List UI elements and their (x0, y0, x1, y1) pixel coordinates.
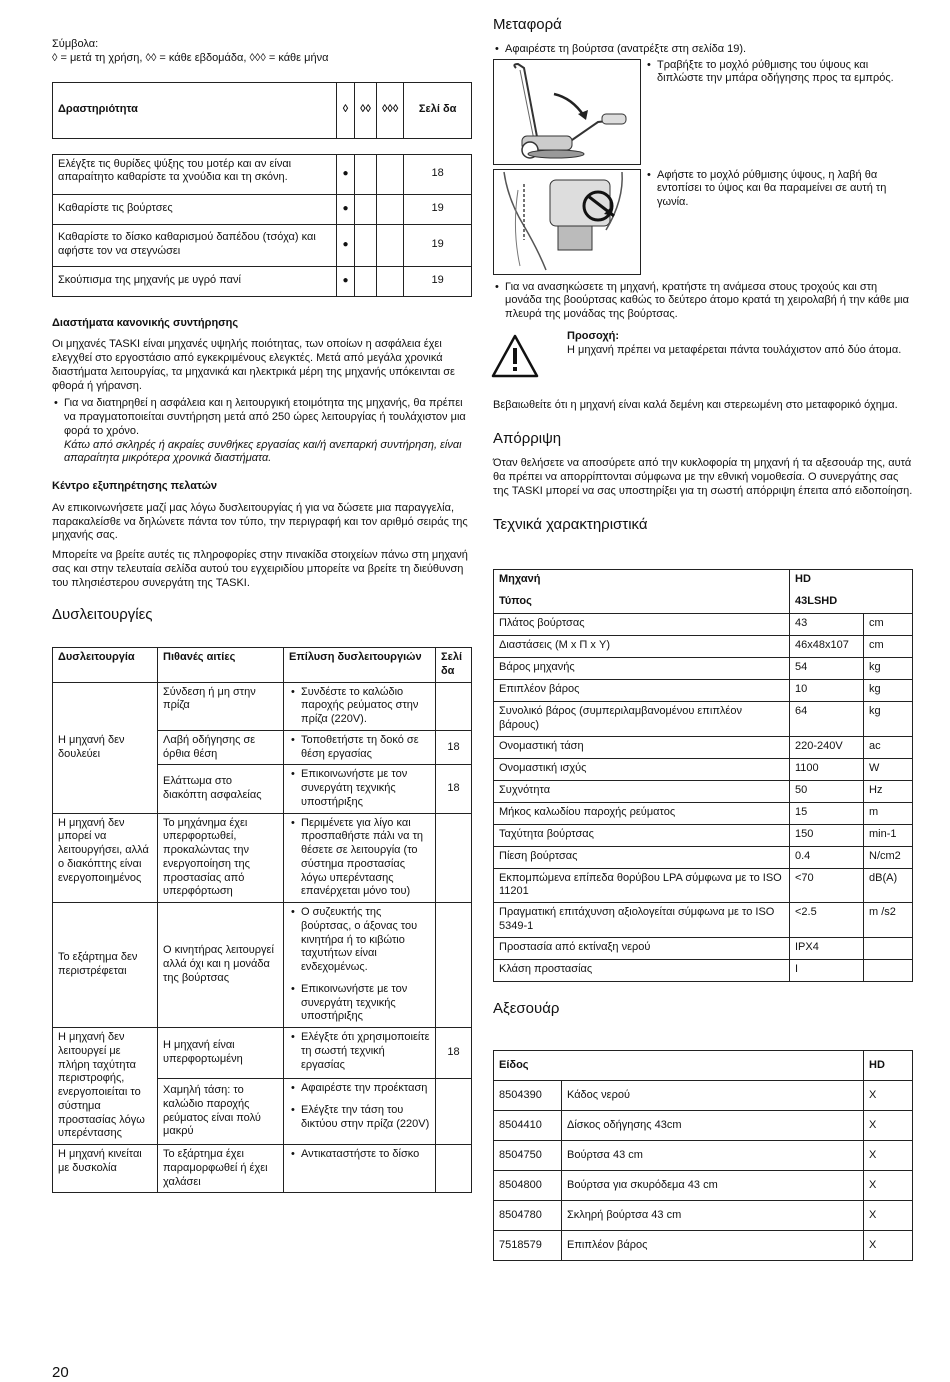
spec-label: Ονομαστική ισχύς (494, 758, 790, 780)
accessory-row (494, 1081, 913, 1111)
spec-unit: m (864, 802, 913, 824)
header-page: Σελί δα (436, 648, 472, 683)
fault-fix: • Συνδέστε το καλώδιο παροχής ρεύματος στην πρίζα (220V). (289, 686, 430, 727)
accessory-item-hd: X (864, 1111, 913, 1141)
transport-bullet-4: • Για να ανασηκώσετε τη μηχανή, κρατήστε τη ανάμεσα στους τροχούς και στη μονάδα της βοούρτσας καθώς το δεύτερο άτομο κρατά τη χειρολαβή ή την κάθε μια πλευρά της μονάδας της βούρτσας. (493, 281, 913, 322)
spec-row (494, 824, 913, 846)
spec-unit: kg (864, 658, 913, 680)
spec-row (494, 846, 913, 868)
regular-maintenance-heading: Διαστήματα κανονικής συντήρησης (52, 316, 239, 329)
fault-problem: Η μηχανή δεν λειτουργεί με πλήρη ταχύτητα περιστροφής, ενεργοποιείται το σύστημα προστασίας λόγω υπερέντασης (53, 1028, 158, 1145)
fault-fix: • Ελέγξτε την τάση του δικτύου στην πρίζα (220V) (289, 1104, 430, 1132)
spec-label: Μήκος καλωδίου παροχής ρεύματος (494, 802, 790, 824)
spec-value: 150 (790, 824, 864, 846)
accessory-item-description: Βούρτσα για σκυρόδεμα 43 cm (562, 1171, 864, 1201)
after-use-mark: ● (337, 224, 355, 266)
fault-problem: Η μηχανή δεν δουλεύει (53, 682, 158, 813)
fault-cause: Ο κινητήρας λειτουργεί αλλά όχι και η μονάδα της βούρτσας (158, 903, 284, 1028)
spec-unit: cm (864, 636, 913, 658)
spec-label: Πραγματική επιτάχυνση αξιολογείται σύμφωνα με το ISO 5349-1 (494, 903, 790, 938)
table-row (53, 1028, 472, 1079)
warning-icon (493, 330, 567, 383)
spec-value: 46x48x107 (790, 636, 864, 658)
page-ref: 19 (404, 266, 472, 296)
disposal-text: Όταν θελήσετε να αποσύρετε από την κυκλοφορία τη μηχανή ή τα αξεσουάρ της, αυτά θα πρέπει να απορρίπτονται σύμφωνα με την εθνική νομοθεσία. Ο συνεργάτης σας της TASKI μπορεί να σας υποστηρίξει για τη σωστή απόρριψη έπειτα από ειδοποίηση. (493, 457, 913, 497)
fault-fix: • Τοποθετήστε τη δοκό σε θέση εργασίας (289, 734, 430, 762)
accessory-row (494, 1111, 913, 1141)
caution-title: Προσοχή: (567, 329, 620, 342)
spec-label: Συνολικό βάρος (συμπεριλαμβανομένου επιπλέον βάρους) (494, 702, 790, 737)
spec-value: 1100 (790, 758, 864, 780)
symbols-legend: ◊ = μετά τη χρήση, ◊◊ = κάθε εβδομάδα, ◊◊◊ = κάθε μήνα (52, 51, 329, 64)
spec-unit: W (864, 758, 913, 780)
header-after-use: ◊ (337, 82, 355, 138)
spec-row (494, 780, 913, 802)
fault-fix: • Επικοινωνήστε με τον συνεργάτη τεχνικής υποστήριξης (289, 983, 430, 1024)
spec-type-value: 43LSHD (790, 592, 864, 614)
accessory-item-hd: X (864, 1231, 913, 1261)
transport-bullet-1: • Αφαιρέστε τη βούρτσα (ανατρέξτε στη σελίδα 19). (493, 43, 913, 57)
page-ref: 18 (404, 154, 472, 194)
specs-title: Τεχνικά χαρακτηριστικά (493, 516, 648, 534)
accessory-item-hd: X (864, 1081, 913, 1111)
accessory-item-hd: X (864, 1171, 913, 1201)
caution-text: Η μηχανή πρέπει να μεταφέρεται πάντα τουλάχιστον από δύο άτομα. (567, 343, 902, 356)
fault-problem: Η μηχανή κινείται με δυσκολία (53, 1145, 158, 1193)
spec-label: Συχνότητα (494, 780, 790, 802)
fault-cause: Το μηχάνημα έχει υπερφορτωθεί, προκαλώντας την ενεργοποίηση της προστασίας από υπερφόρτωση (158, 813, 284, 903)
regular-maintenance-paragraph: Οι μηχανές TASKI είναι μηχανές υψηλής ποιότητας, των οποίων η ασφάλεια έχει ελεγχθεί στο εργοστάσιο από εγκεκριμένους ελεγκτές. Μετά από μεγάλα χρονικά διαστήματα λειτουργίας, τα μηχανικά και ηλεκτρικά μέρη της μηχανής υπόκεινται σε φθορά ή γήρανση. (52, 338, 455, 392)
fault-cause: Λαβή οδήγησης σε όρθια θέση (158, 730, 284, 765)
fault-fix: • Αντικαταστήστε το δίσκο (289, 1148, 430, 1162)
after-use-mark: ● (337, 154, 355, 194)
faults-table (52, 647, 472, 1193)
accessory-item-description: Σκληρή βούρτσα 43 cm (562, 1201, 864, 1231)
accessory-item-number: 8504390 (494, 1081, 562, 1111)
page-number: 20 (52, 1364, 69, 1381)
service-center-heading: Κέντρο εξυπηρέτησης πελατών (52, 480, 217, 492)
spec-label: Ταχύτητα βούρτσας (494, 824, 790, 846)
spec-label: Ονομαστική τάση (494, 736, 790, 758)
page-ref (436, 1145, 472, 1193)
accessory-item-description: Κάδος νερού (562, 1081, 864, 1111)
accessory-item-description: Δίσκος οδήγησης 43cm (562, 1111, 864, 1141)
table-row (53, 903, 472, 1028)
accessory-item-number: 8504410 (494, 1111, 562, 1141)
table-row (53, 813, 472, 903)
fault-cause: Σύνδεση ή μη στην πρίζα (158, 682, 284, 730)
spec-label: Πίεση βούρτσας (494, 846, 790, 868)
spec-unit: Hz (864, 780, 913, 802)
accessory-row (494, 1231, 913, 1261)
spec-unit: N/cm2 (864, 846, 913, 868)
spec-row (494, 636, 913, 658)
spec-row (494, 680, 913, 702)
spec-unit: cm (864, 614, 913, 636)
table-row (53, 154, 472, 194)
spec-label: Επιπλέον βάρος (494, 680, 790, 702)
faults-title: Δυσλειτουργίες (52, 606, 153, 624)
spec-label: Προστασία από εκτίναξη νερού (494, 937, 790, 959)
spec-machine-value: HD (790, 570, 864, 592)
spec-unit: kg (864, 702, 913, 737)
page-ref (436, 813, 472, 903)
table-row (53, 266, 472, 296)
accessory-row (494, 1201, 913, 1231)
specs-table (493, 569, 913, 982)
spec-machine-label: Μηχανή (494, 570, 790, 592)
spec-row (494, 903, 913, 938)
maintenance-bullet: • Για να διατηρηθεί η ασφάλεια και η λειτουργική ετοιμότητα της μηχανής, θα πρέπει να πραγματοποιείται συντήρηση μετά από 250 ώρες λειτουργίας ή τουλάχιστον μια φορά το χρόνο. (52, 397, 472, 438)
page-ref: 19 (404, 224, 472, 266)
maintenance-table (52, 82, 472, 297)
fault-fix: • Ελέγξτε ότι χρησιμοποιείτε τη σωστή τεχνική εργασίας (289, 1031, 430, 1072)
spec-value: 10 (790, 680, 864, 702)
fault-cause: Η μηχανή είναι υπερφορτωμένη (158, 1028, 284, 1079)
spec-value: <2.5 (790, 903, 864, 938)
accessory-row (494, 1141, 913, 1171)
spec-value: 220-240V (790, 736, 864, 758)
header-monthly: ◊◊◊ (377, 82, 404, 138)
fault-problem: Η μηχανή δεν μπορεί να λειτουργήσει, αλλά ο διακόπτης είναι ενεργοποιημένος (53, 813, 158, 903)
page-ref (436, 682, 472, 730)
symbols-title: Σύμβολα: (52, 38, 99, 50)
service-center-paragraph-1: Αν επικοινωνήσετε μαζί μας λόγω δυσλειτουργίας ή για να δώσετε μια παραγγελία, παρακαλείσθε να δηλώνετε πάντα τον τύπο, την περιγραφή και τον αριθμό σειράς της μηχανής σας. (52, 501, 468, 542)
after-use-mark: ● (337, 266, 355, 296)
accessory-item-number: 8504780 (494, 1201, 562, 1231)
spec-unit: min-1 (864, 824, 913, 846)
table-row (53, 224, 472, 266)
activity-text: Ελέγξτε τις θυρίδες ψύξης του μοτέρ και αν είναι απαραίτητο καθαρίστε τα χνούδια και τη σκόνη. (53, 154, 337, 194)
spec-value: 43 (790, 614, 864, 636)
spec-value: <70 (790, 868, 864, 903)
activity-text: Καθαρίστε τις βούρτσες (53, 194, 337, 224)
spec-value: 15 (790, 802, 864, 824)
service-center-paragraph-2: Μπορείτε να βρείτε αυτές τις πληροφορίες στην πινακίδα στοιχείων πάνω στη μηχανή σας και στην τελευταία σελίδα αυτού του εγχειριδίου μπορείτε να βρείτε τη διεύθυνση του πλησιέστερου συνεργάτη της TASKI. (52, 549, 468, 589)
transport-bullet-3: • Αφήστε το μοχλό ρύθμισης ύψους, η λαβή θα εντοπίσει το ύψος και θα παραμείνει σε αυτή τη γωνία. (645, 169, 913, 210)
page-ref (436, 1079, 472, 1145)
spec-row (494, 614, 913, 636)
secure-text: Βεβαιωθείτε ότι η μηχανή είναι καλά δεμένη και στερεωμένη στο μεταφορικό όχημα. (493, 398, 898, 411)
header-fault: Δυσλειτουργία (53, 648, 158, 683)
spec-row (494, 736, 913, 758)
accessories-title: Αξεσουάρ (493, 999, 560, 1017)
spec-label: Κλάση προστασίας (494, 959, 790, 981)
spec-unit (864, 959, 913, 981)
spec-row (494, 702, 913, 737)
spec-value: 0.4 (790, 846, 864, 868)
header-activity: Δραστηριότητα (53, 82, 337, 138)
spec-row (494, 937, 913, 959)
header-description (562, 1051, 864, 1081)
left-column (52, 38, 472, 1193)
spec-row (494, 802, 913, 824)
spec-label: Διαστάσεις (Μ x Π x Υ) (494, 636, 790, 658)
spec-value: 54 (790, 658, 864, 680)
spec-label: Πλάτος βούρτσας (494, 614, 790, 636)
activity-text: Καθαρίστε το δίσκο καθαρισμού δαπέδου (τσόχα) και αφήστε τον να στεγνώσει (53, 224, 337, 266)
spec-row (494, 658, 913, 680)
spec-type-label: Τύπος (494, 592, 790, 614)
fault-fix: • Περιμένετε για λίγο και προσπαθήστε πάλι να τη θέσετε σε λειτουργία (το σύστημα προστασίας λόγω υπερέντασης επανέρχεται μόνο του) (289, 817, 430, 900)
spec-value: 64 (790, 702, 864, 737)
header-hd: HD (864, 1051, 913, 1081)
fault-cause: Το εξάρτημα έχει παραμορφωθεί ή έχει χαλάσει (158, 1145, 284, 1193)
fault-problem: Το εξάρτημα δεν περιστρέφεται (53, 903, 158, 1028)
page-ref: 18 (436, 765, 472, 813)
accessory-item-number: 8504800 (494, 1171, 562, 1201)
spec-label: Εκπομπώμενα επίπεδα θορύβου LPA σύμφωνα με το ISO 11201 (494, 868, 790, 903)
spec-unit: dB(A) (864, 868, 913, 903)
fold-handle-illustration (493, 59, 641, 165)
header-solution: Επίλυση δυσλειτουργιών (284, 648, 436, 683)
spec-unit: ac (864, 736, 913, 758)
spec-row (494, 868, 913, 903)
table-row (53, 682, 472, 730)
activity-text: Σκούπισμα της μηχανής με υγρό πανί (53, 266, 337, 296)
spec-label: Βάρος μηχανής (494, 658, 790, 680)
spec-row (494, 959, 913, 981)
height-lever-illustration (493, 169, 641, 275)
fault-fix: • Ο συζευκτής της βούρτσας, ο άξονας του κινητήρα ή το κιβώτιο ταχυτήτων είναι ενδεχομένως. (289, 906, 430, 975)
table-row (53, 194, 472, 224)
spec-value: I (790, 959, 864, 981)
right-column (493, 16, 913, 1261)
table-row (53, 1145, 472, 1193)
accessory-item-description: Επιπλέον βάρος (562, 1231, 864, 1261)
fault-fix: • Αφαιρέστε την προέκταση (289, 1082, 430, 1096)
maintenance-note: Κάτω από σκληρές ή ακραίες συνθήκες εργασίας και/ή ανεπαρκή συντήρηση, είναι απαραίτητα μικρότερα χρονικά διαστήματα. (64, 438, 462, 465)
fault-cause: Χαμηλή τάση: το καλώδιο παροχής ρεύματος είναι πολύ μακρύ (158, 1079, 284, 1145)
header-item: Είδος (494, 1051, 562, 1081)
spec-unit: m /s2 (864, 903, 913, 938)
accessory-row (494, 1171, 913, 1201)
accessory-item-hd: X (864, 1141, 913, 1171)
accessory-item-number: 8504750 (494, 1141, 562, 1171)
spec-row (494, 758, 913, 780)
accessory-item-number: 7518579 (494, 1231, 562, 1261)
page-ref: 18 (436, 730, 472, 765)
fault-fix: • Επικοινωνήστε με τον συνεργάτη τεχνικής υποστήριξης (289, 768, 430, 809)
header-page: Σελί δα (404, 82, 472, 138)
page-ref: 18 (436, 1028, 472, 1079)
spec-unit (864, 937, 913, 959)
header-weekly: ◊◊ (355, 82, 377, 138)
after-use-mark: ● (337, 194, 355, 224)
spec-value: IPX4 (790, 937, 864, 959)
accessory-item-hd: X (864, 1201, 913, 1231)
page-ref (436, 903, 472, 1028)
fault-cause: Ελάττωμα στο διακόπτη ασφαλείας (158, 765, 284, 813)
accessories-table (493, 1050, 913, 1261)
page-ref: 19 (404, 194, 472, 224)
transport-title: Μεταφορά (493, 16, 562, 33)
spec-value: 50 (790, 780, 864, 802)
transport-bullet-2: • Τραβήξτε το μοχλό ρύθμισης του ύψους και διπλώστε την μπάρα οδήγησης προς τα εμπρός. (645, 59, 913, 87)
accessory-item-description: Βούρτσα 43 cm (562, 1141, 864, 1171)
disposal-title: Απόρριψη (493, 430, 562, 448)
spec-unit: kg (864, 680, 913, 702)
header-causes: Πιθανές αιτίες (158, 648, 284, 683)
